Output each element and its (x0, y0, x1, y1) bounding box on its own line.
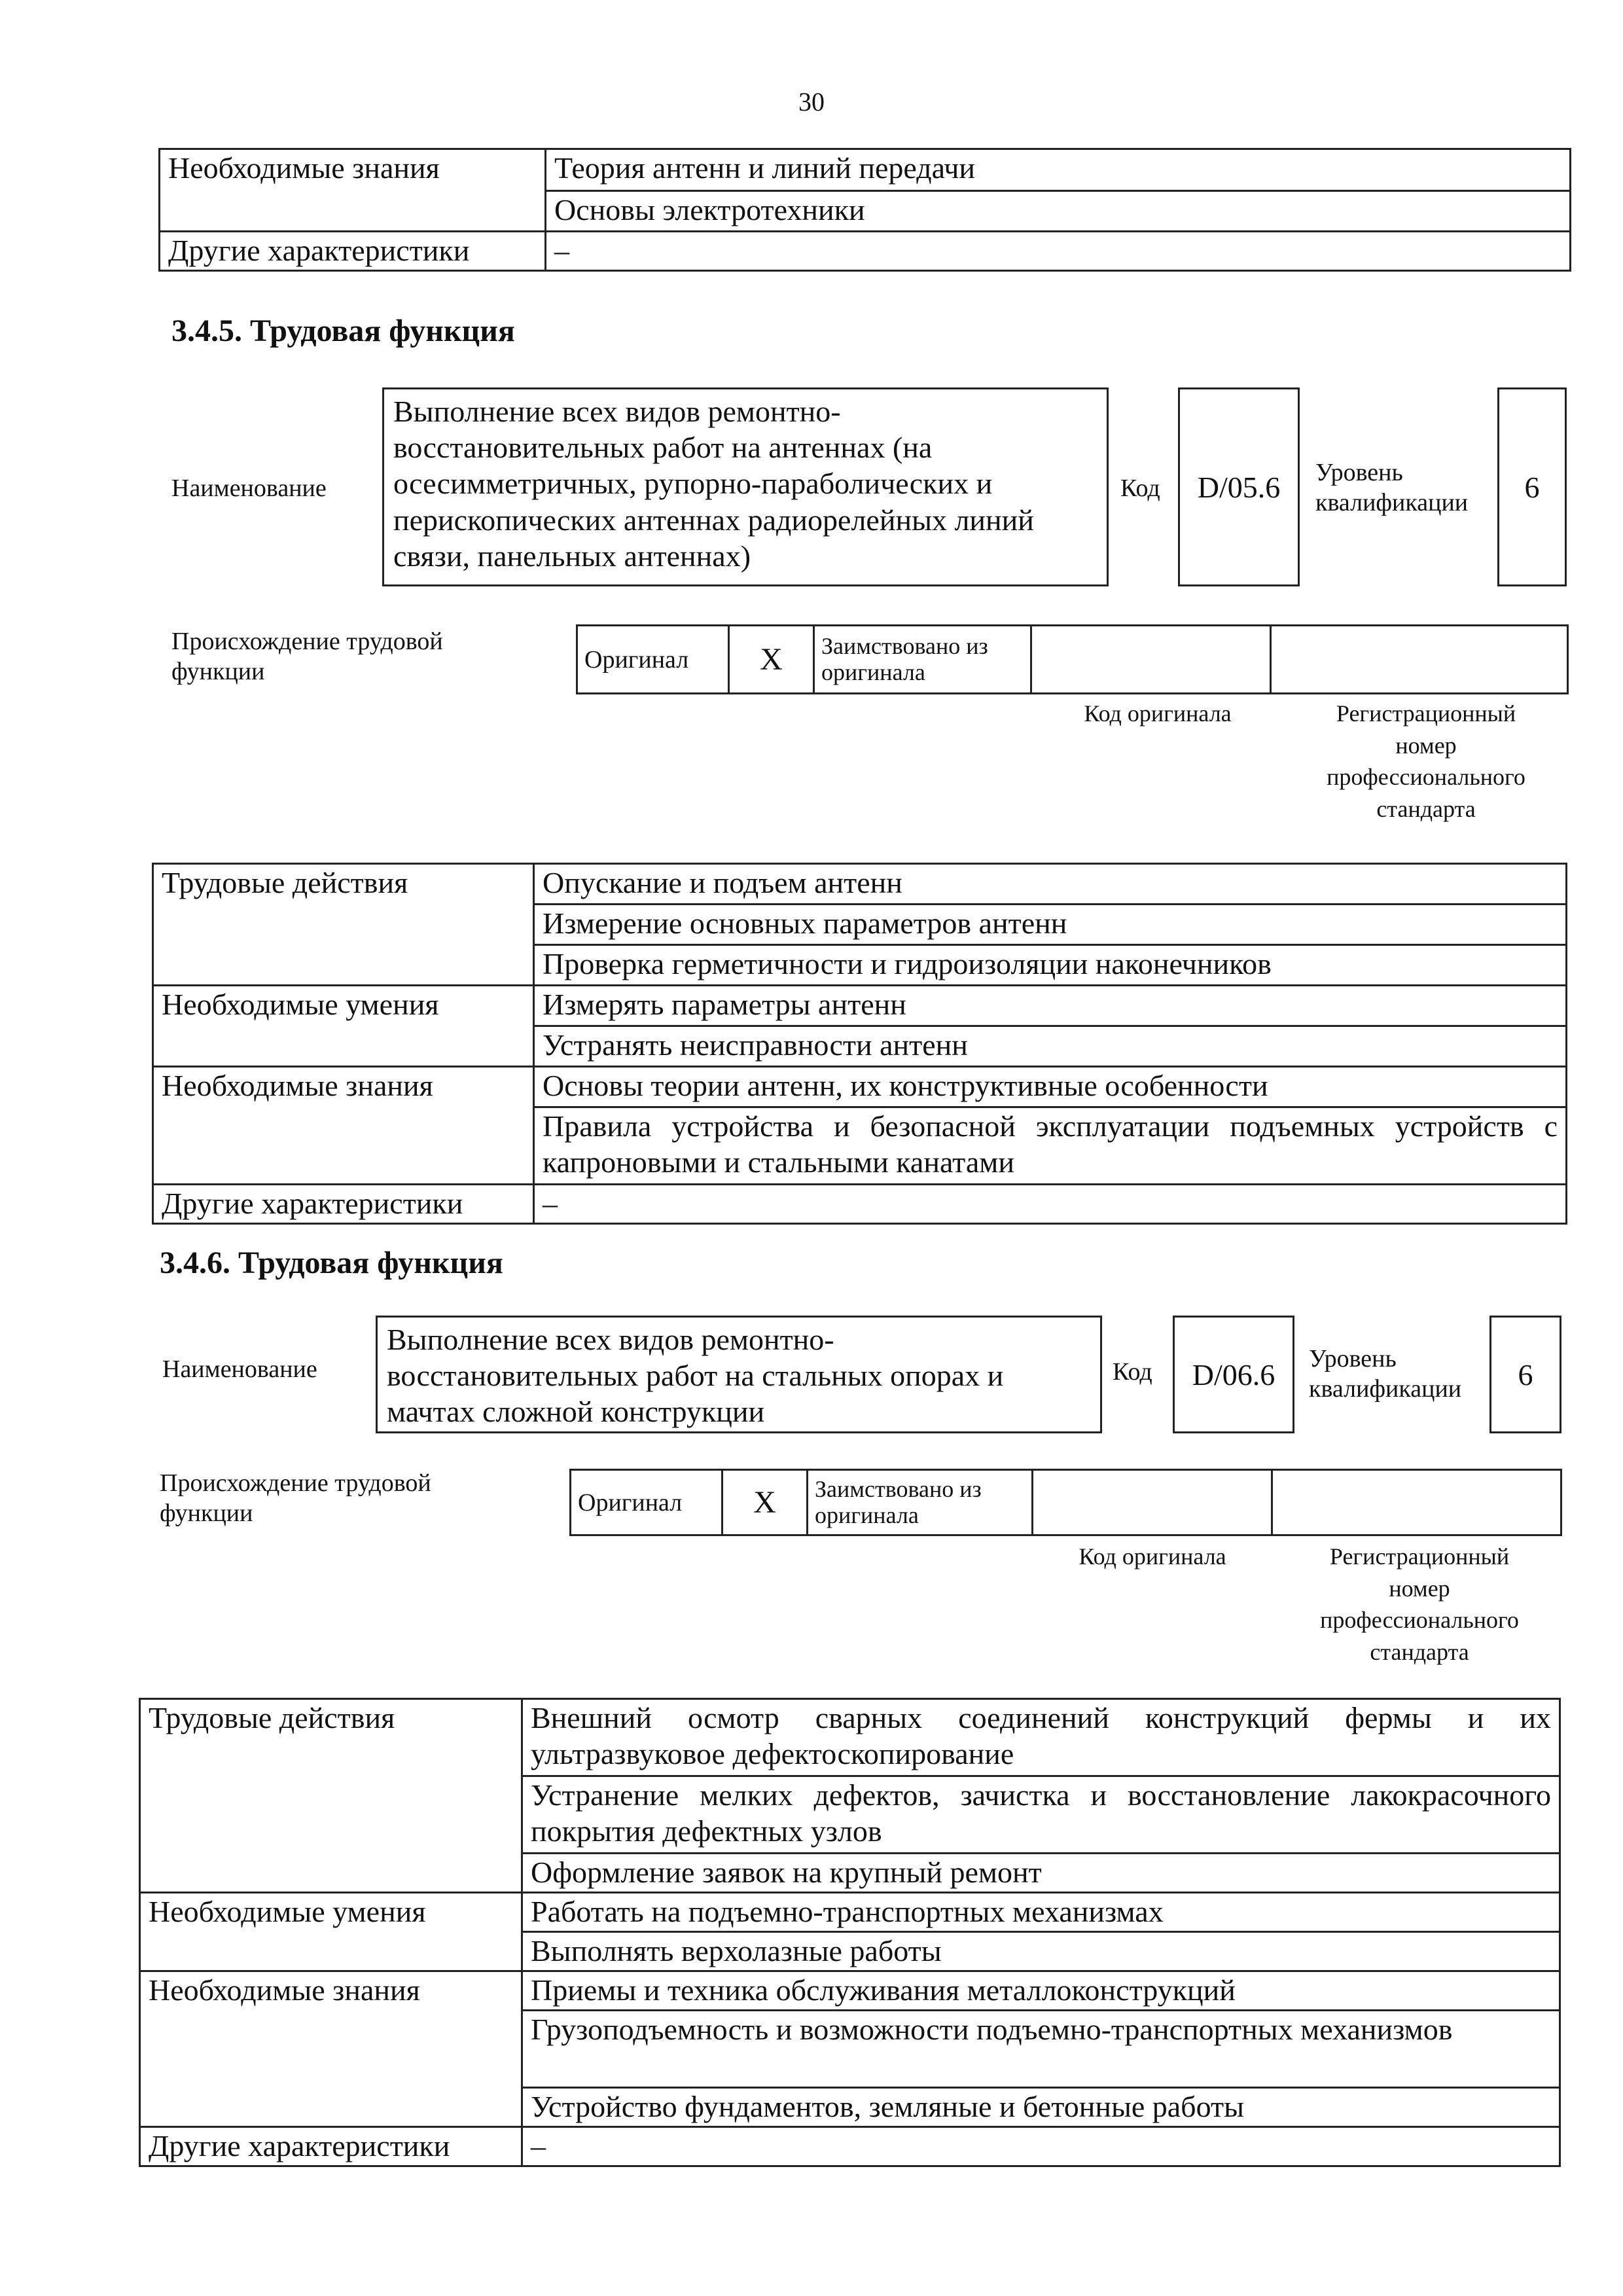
function-name-line: Выполнение всех видов ремонтно- (393, 395, 841, 428)
registration-number-cell (1271, 626, 1568, 694)
origin-label: Происхождение трудовой функции (160, 1469, 431, 1527)
knowledge-item: Приемы и техника обслуживания металлоконструкций (522, 1971, 1560, 2011)
top-requirements-table (158, 148, 1571, 272)
row-label-other: Другие характеристики (160, 232, 546, 271)
row-label-actions: Трудовые действия (153, 864, 534, 986)
registration-number-caption: Регистрационный номер профессионального стандарта (1327, 700, 1525, 822)
name-label: Наименование (171, 475, 327, 502)
knowledge-item: Основы теории антенн, их конструктивные особенности (534, 1067, 1567, 1107)
registration-number-caption: Регистрационный номер профессионального стандарта (1320, 1543, 1519, 1665)
action-item: Устранение мелких дефектов, зачистка и восстановление лакокрасочного покрытия дефектных узлов (522, 1776, 1560, 1854)
row-label-actions: Трудовые действия (140, 1699, 522, 1893)
action-item: Измерение основных параметров антенн (534, 905, 1567, 945)
action-item: Оформление заявок на крупный ремонт (522, 1854, 1560, 1893)
original-mark: X (722, 1470, 808, 1535)
origin-table (576, 624, 1569, 694)
function-3-4-6-table (139, 1698, 1561, 2167)
function-3-4-5-table (152, 863, 1567, 1225)
qualification-level-label: Уровень квалификации (1315, 459, 1469, 516)
function-name-line: восстановительных работ на стальных опорах и (387, 1359, 1004, 1393)
other-item: – (522, 2127, 1560, 2166)
original-mark: X (729, 626, 814, 694)
section-heading-3-4-6: 3.4.6. Трудовая функция (160, 1246, 503, 1280)
function-name-line: перископических антеннах радиорелейных линий (393, 503, 1034, 537)
original-code-cell (1031, 626, 1271, 694)
original-code-cell (1033, 1470, 1272, 1535)
qualification-level-box: 6 (1497, 387, 1567, 586)
action-item: Внешний осмотр сварных соединений конструкций фермы и их ультразвуковое дефектоскопирование (522, 1699, 1560, 1776)
borrowed-label: Заимствовано из оригинала (814, 626, 1031, 694)
row-label-skills: Необходимые умения (140, 1893, 522, 1971)
qualification-level-label: Уровень квалификации (1309, 1345, 1462, 1403)
action-item: Опускание и подъем антенн (534, 864, 1567, 905)
other-item: – (534, 1185, 1567, 1224)
function-code-box: D/05.6 (1178, 387, 1300, 586)
skill-item: Измерять параметры антенн (534, 986, 1567, 1026)
function-name-box (382, 387, 1109, 586)
row-label-knowledge: Необходимые знания (160, 149, 546, 232)
function-name-line: осесимметричных, рупорно-параболических и (393, 467, 993, 501)
original-code-caption: Код оригинала (1084, 700, 1232, 726)
function-name-line: связи, панельных антеннах) (393, 539, 751, 573)
function-name-line: восстановительных работ на антеннах (на (393, 431, 933, 465)
original-label: Оригинал (571, 1470, 722, 1535)
origin-label: Происхождение трудовой функции (171, 628, 443, 685)
function-name-line: Выполнение всех видов ремонтно- (387, 1323, 834, 1356)
origin-table (569, 1469, 1562, 1536)
skill-item: Устранять неисправности антенн (534, 1026, 1567, 1067)
knowledge-item: Устройство фундаментов, земляные и бетонные работы (522, 2088, 1560, 2127)
knowledge-item: Теория антенн и линий передачи (546, 149, 1571, 191)
code-label: Код (1113, 1358, 1152, 1386)
original-label: Оригинал (577, 626, 729, 694)
row-label-knowledge: Необходимые знания (140, 1971, 522, 2127)
function-name-line: мачтах сложной конструкции (387, 1395, 765, 1429)
skill-item: Выполнять верхолазные работы (522, 1932, 1560, 1971)
knowledge-item: Правила устройства и безопасной эксплуатации подъемных устройств с капроновыми и стальными канатами (534, 1107, 1567, 1185)
action-item: Проверка герметичности и гидроизоляции наконечников (534, 945, 1567, 986)
knowledge-item: Грузоподъемность и возможности подъемно-транспортных механизмов (522, 2011, 1560, 2088)
row-label-knowledge: Необходимые знания (153, 1067, 534, 1185)
borrowed-label: Заимствовано из оригинала (808, 1470, 1033, 1535)
section-heading-3-4-5: 3.4.5. Трудовая функция (171, 314, 515, 348)
name-label: Наименование (162, 1355, 317, 1383)
other-item: – (546, 232, 1571, 271)
row-label-skills: Необходимые умения (153, 986, 534, 1067)
qualification-level-box: 6 (1489, 1316, 1561, 1433)
row-label-other: Другие характеристики (153, 1185, 534, 1224)
registration-number-cell (1272, 1470, 1561, 1535)
function-name-box (376, 1316, 1102, 1433)
page-number: 30 (798, 87, 825, 117)
knowledge-item: Основы электротехники (546, 191, 1571, 232)
code-label: Код (1120, 475, 1160, 502)
original-code-caption: Код оригинала (1079, 1543, 1226, 1570)
function-code-box: D/06.6 (1173, 1316, 1294, 1433)
row-label-other: Другие характеристики (140, 2127, 522, 2166)
skill-item: Работать на подъемно-транспортных механизмах (522, 1893, 1560, 1932)
